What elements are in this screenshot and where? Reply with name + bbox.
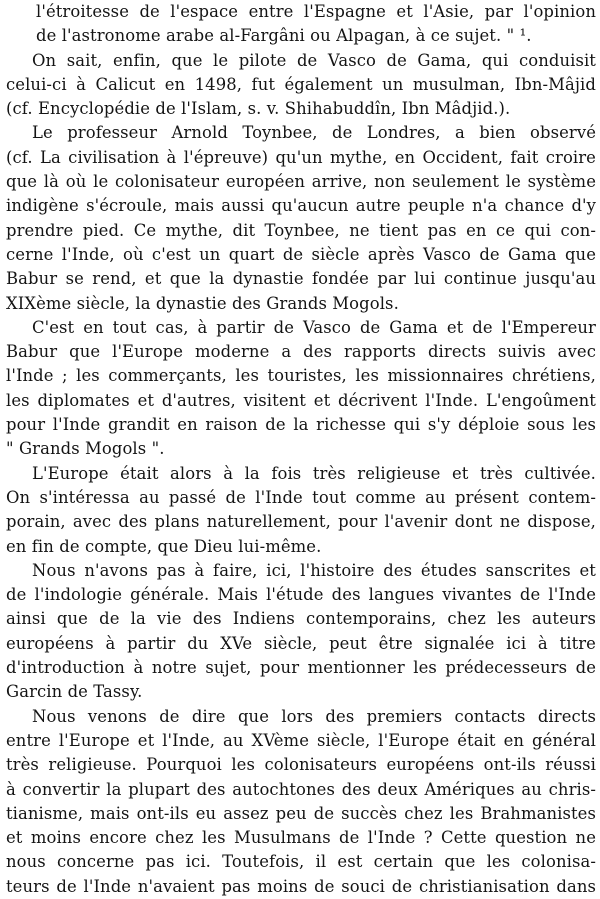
text-line: et moins encore chez les Musulmans de l'Inde ? Cette question ne	[6, 828, 596, 848]
text-line: Garcin de Tassy.	[6, 682, 143, 702]
text-line: XIXème siècle, la dynastie des Grands Mogols.	[6, 293, 399, 313]
text-line: (cf. La civilisation à l'épreuve) qu'un mythe, en Occident, fait croire	[6, 147, 596, 167]
document-page	[6, 0, 596, 896]
text-line: indigène s'écroule, mais aussi qu'aucun autre peuple n'a chance d'y	[6, 196, 596, 216]
text-line: très religieuse. Pourquoi les colonisateurs européens ont-ils réussi	[6, 755, 596, 775]
text-line: l'étroitesse de l'espace entre l'Espagne et l'Asie, par l'opinion	[36, 2, 596, 21]
text-line: celui-ci à Calicut en 1498, fut également un musulman, Ibn-Mâjid	[6, 74, 596, 94]
paragraph	[6, 559, 596, 705]
text-line: Babur se rend, et que la dynastie fondée par lui continue jusqu'au	[6, 269, 596, 289]
paragraph	[6, 0, 596, 49]
text-line: entre l'Europe et l'Inde, au XVème siècle, l'Europe était en général	[6, 730, 596, 750]
text-line: C'est en tout cas, à partir de Vasco de Gama et de l'Empereur	[32, 317, 596, 337]
paragraph	[6, 49, 596, 122]
paragraph	[6, 705, 596, 899]
text-line: en fin de compte, que Dieu lui-même.	[6, 536, 322, 556]
text-line: européens à partir du XVe siècle, peut être signalée ici à titre	[6, 633, 596, 653]
text-line: Nous venons de dire que lors des premiers contacts directs	[32, 706, 596, 726]
text-line: On sait, enfin, que le pilote de Vasco de Gama, qui conduisit	[32, 50, 596, 70]
text-line: " Grands Mogols ".	[6, 439, 165, 459]
text-line: l'Inde ; les commerçants, les touristes, les missionnaires chrétiens,	[6, 366, 596, 386]
text-line: d'introduction à notre sujet, pour mentionner les prédecesseurs de	[6, 658, 596, 678]
text-line: On s'intéressa au passé de l'Inde tout comme au présent contem-	[6, 487, 596, 507]
text-line: L'Europe était alors à la fois très religieuse et très cultivée.	[32, 463, 596, 483]
text-line: de l'indologie générale. Mais l'étude des langues vivantes de l'Inde	[6, 585, 596, 605]
text-line: Nous n'avons pas à faire, ici, l'histoire des études sanscrites et	[32, 560, 596, 580]
text-line: à convertir la plupart des autochtones des deux Amériques au chris-	[6, 779, 596, 799]
text-line: prendre pied. Ce mythe, dit Toynbee, ne tient pas en ce qui con-	[6, 220, 596, 240]
text-line: porain, avec des plans naturellement, pour l'avenir dont ne dispose,	[6, 512, 596, 532]
text-line: (cf. Encyclopédie de l'Islam, s. v. Shihabuddîn, Ibn Mâdjid.).	[6, 99, 511, 119]
text-line: pour l'Inde grandit en raison de la richesse qui s'y déploie sous les	[6, 415, 596, 435]
text-line: tianisme, mais ont-ils eu assez peu de succès chez les Brahmanistes	[6, 803, 596, 823]
paragraph	[6, 316, 596, 462]
paragraph	[6, 121, 596, 315]
text-line: que là où le colonisateur européen arrive, non seulement le système	[6, 172, 596, 192]
text-line: teurs de l'Inde n'avaient pas moins de souci de christianisation dans	[6, 876, 596, 896]
text-line: cerne l'Inde, où c'est un quart de siècle après Vasco de Gama que	[6, 244, 596, 264]
text-line: ainsi que de la vie des Indiens contemporains, chez les auteurs	[6, 609, 596, 629]
text-line: nous concerne pas ici. Toutefois, il est certain que les colonisa-	[6, 852, 596, 872]
text-line: les diplomates et d'autres, visitent et décrivent l'Inde. L'engoûment	[6, 390, 596, 410]
text-line: de l'astronome arabe al-Fargâni ou Alpagan, à ce sujet. " ¹.	[36, 26, 532, 46]
text-line: Le professeur Arnold Toynbee, de Londres, a bien observé	[32, 123, 596, 143]
text-line: Babur que l'Europe moderne a des rapports directs suivis avec	[6, 342, 596, 362]
paragraph	[6, 462, 596, 559]
